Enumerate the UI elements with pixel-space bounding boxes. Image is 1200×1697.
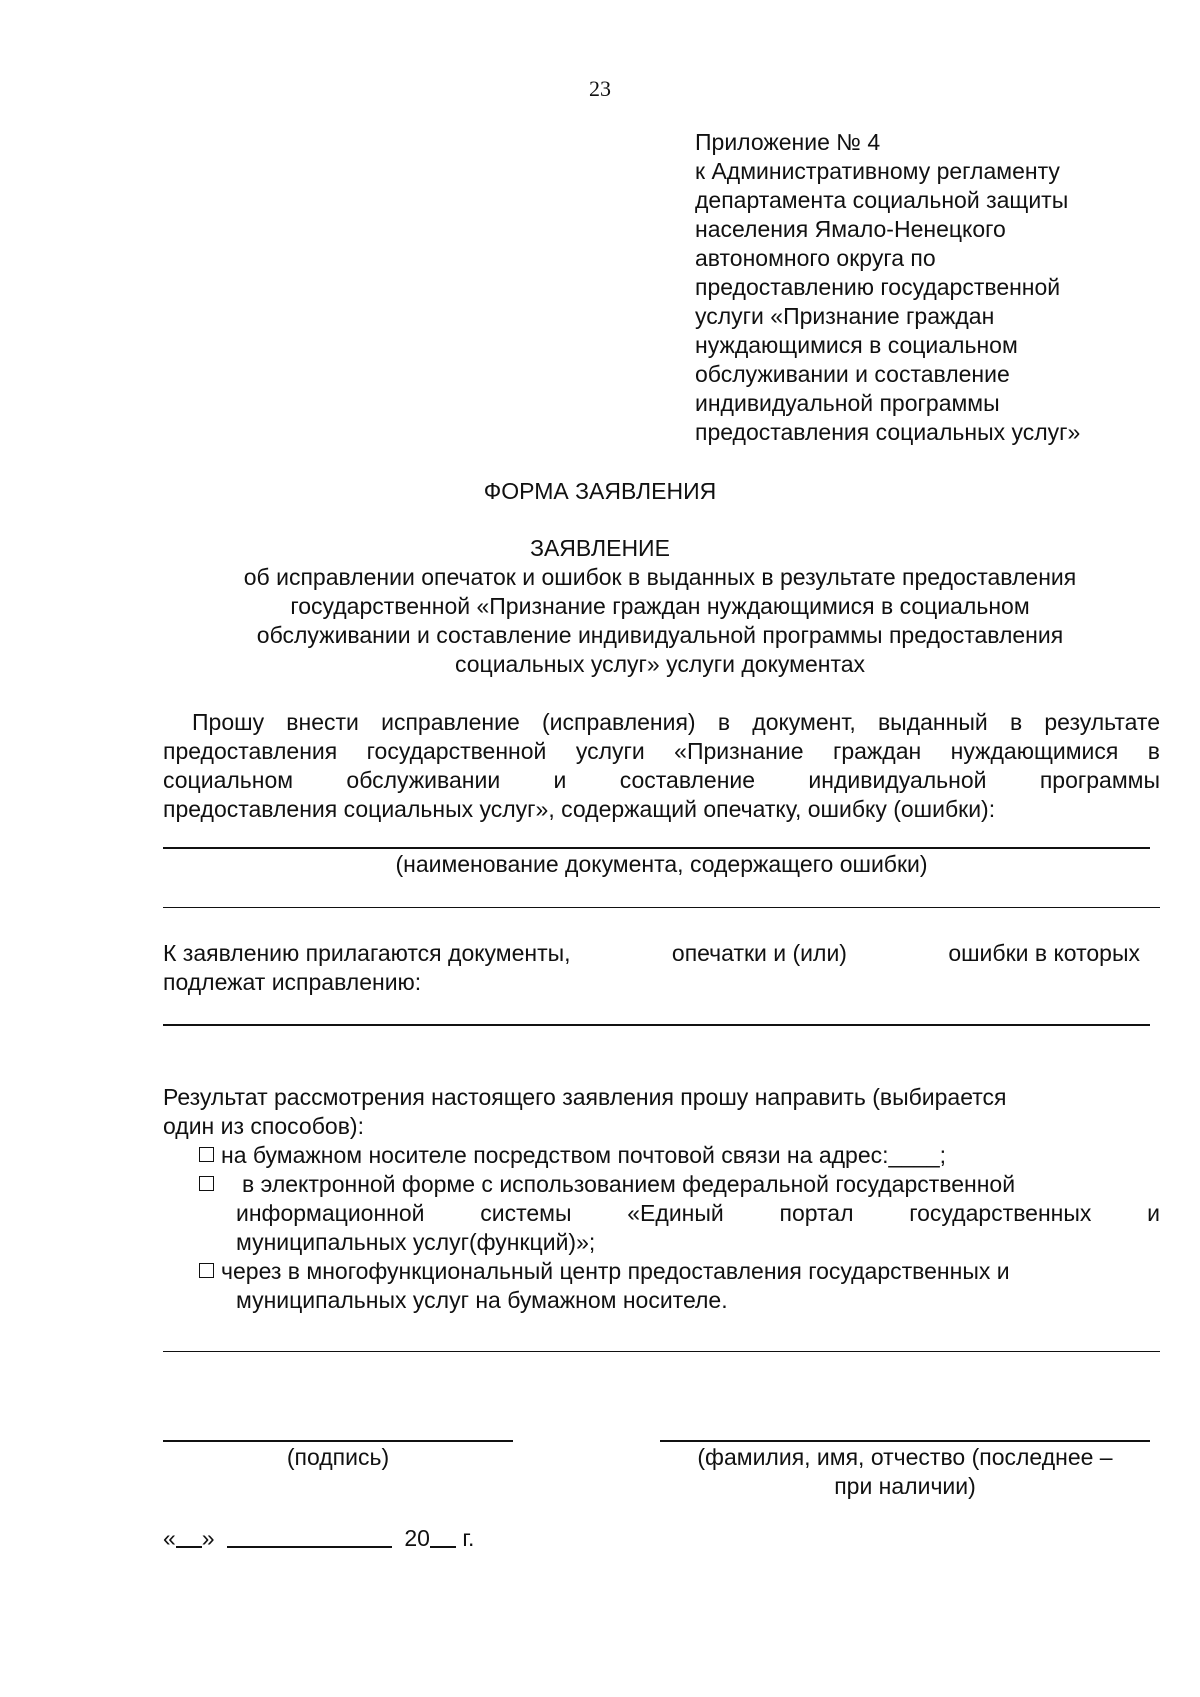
checkbox[interactable] — [199, 1176, 214, 1191]
date-quote-open: « — [163, 1525, 176, 1551]
option-label: на бумажном носителе посредством почтовой связи на адрес:____; — [221, 1142, 947, 1168]
delivery-option-mail[interactable] — [199, 1141, 946, 1170]
appendix-line: автономного округа по — [695, 245, 936, 271]
signature-field[interactable] — [163, 1440, 513, 1442]
date-quote-close: » — [201, 1525, 215, 1551]
attachments-text: подлежат исправлению: — [163, 969, 422, 995]
appendix-line: к Административному регламенту — [695, 158, 1060, 184]
delivery-option-electronic[interactable] — [199, 1170, 221, 1199]
checkbox[interactable] — [199, 1263, 214, 1278]
result-text: один из способов): — [163, 1113, 364, 1139]
subtitle-line: обслуживании и составление индивидуальной программы предоставления — [256, 622, 1064, 648]
appendix-line: индивидуальной программы — [695, 390, 1000, 416]
option-label: информационной системы «Единый портал государственных и — [236, 1200, 1160, 1226]
attachments-text: К заявлению прилагаются документы, — [163, 940, 571, 966]
request-line: социальном обслуживании и составление индивидуальной программы — [163, 767, 1160, 793]
appendix-line: предоставлению государственной — [695, 274, 1061, 300]
form-title: ФОРМА ЗАЯВЛЕНИЯ — [483, 478, 717, 504]
month-field[interactable] — [227, 1524, 392, 1548]
application-title: ЗАЯВЛЕНИЕ — [530, 535, 670, 561]
result-text: Результат рассмотрения настоящего заявления прошу направить (выбирается — [163, 1084, 1007, 1110]
full-name-caption — [660, 1443, 1150, 1501]
page-number: 23 — [589, 76, 611, 101]
signature-caption: (подпись) — [286, 1444, 390, 1470]
appendix-line: департамента социальной защиты — [695, 187, 1069, 213]
date-line — [163, 1524, 474, 1553]
appendix-line: Приложение № 4 — [695, 129, 881, 155]
checkbox[interactable] — [199, 1147, 214, 1162]
year-suffix: г. — [462, 1525, 475, 1551]
full-name-field[interactable] — [660, 1440, 1150, 1442]
day-field[interactable] — [176, 1524, 202, 1548]
year-field[interactable] — [430, 1524, 456, 1548]
subtitle-line: государственной «Признание граждан нуждающимися в социальном — [290, 593, 1030, 619]
full-name-caption-line: при наличии) — [834, 1473, 976, 1499]
subtitle-line: об исправлении опечаток и ошибок в выданных в результате предоставления — [243, 564, 1077, 590]
year-prefix: 20 — [404, 1525, 430, 1551]
request-line: предоставления социальных услуг», содержащий опечатку, ошибку (ошибки): — [163, 796, 996, 822]
result-paragraph — [163, 1083, 1160, 1141]
attachments-field[interactable] — [163, 1024, 1150, 1026]
option-label: муниципальных услуг(функций)»; — [236, 1229, 596, 1255]
document-name-field[interactable] — [163, 847, 1150, 849]
appendix-line: предоставления социальных услуг» — [695, 419, 1081, 445]
appendix-line: населения Ямало-Ненецкого — [695, 216, 1006, 242]
appendix-header — [695, 128, 1165, 447]
request-line: предоставления государственной услуги «Признание граждан нуждающимися в — [163, 738, 1160, 764]
attachments-text: опечатки и (или) — [671, 940, 847, 966]
option-label: через в многофункциональный центр предоставления государственных и — [221, 1258, 1010, 1284]
request-paragraph — [163, 708, 1160, 824]
document-name-field-extra[interactable] — [163, 907, 1160, 908]
delivery-option-mfc[interactable] — [199, 1257, 1010, 1286]
application-subtitle — [160, 563, 1160, 679]
request-line: Прошу внести исправление (исправления) в документ, выданный в результате — [192, 709, 1160, 735]
separator-line — [163, 1351, 1160, 1352]
document-name-caption: (наименование документа, содержащего ошибки) — [395, 851, 928, 877]
full-name-caption-line: (фамилия, имя, отчество (последнее – — [697, 1444, 1113, 1470]
appendix-line: услуги «Признание граждан — [695, 303, 995, 329]
subtitle-line: социальных услуг» услуги документах — [454, 651, 866, 677]
appendix-line: нуждающимися в социальном — [695, 332, 1018, 358]
option-label: муниципальных услуг на бумажном носителе. — [236, 1287, 728, 1313]
appendix-line: обслуживании и составление — [695, 361, 1010, 387]
attachments-text: ошибки в которых — [948, 940, 1140, 966]
attachments-paragraph — [163, 939, 1160, 997]
option-label: в электронной форме с использованием федеральной государственной — [242, 1171, 1016, 1197]
